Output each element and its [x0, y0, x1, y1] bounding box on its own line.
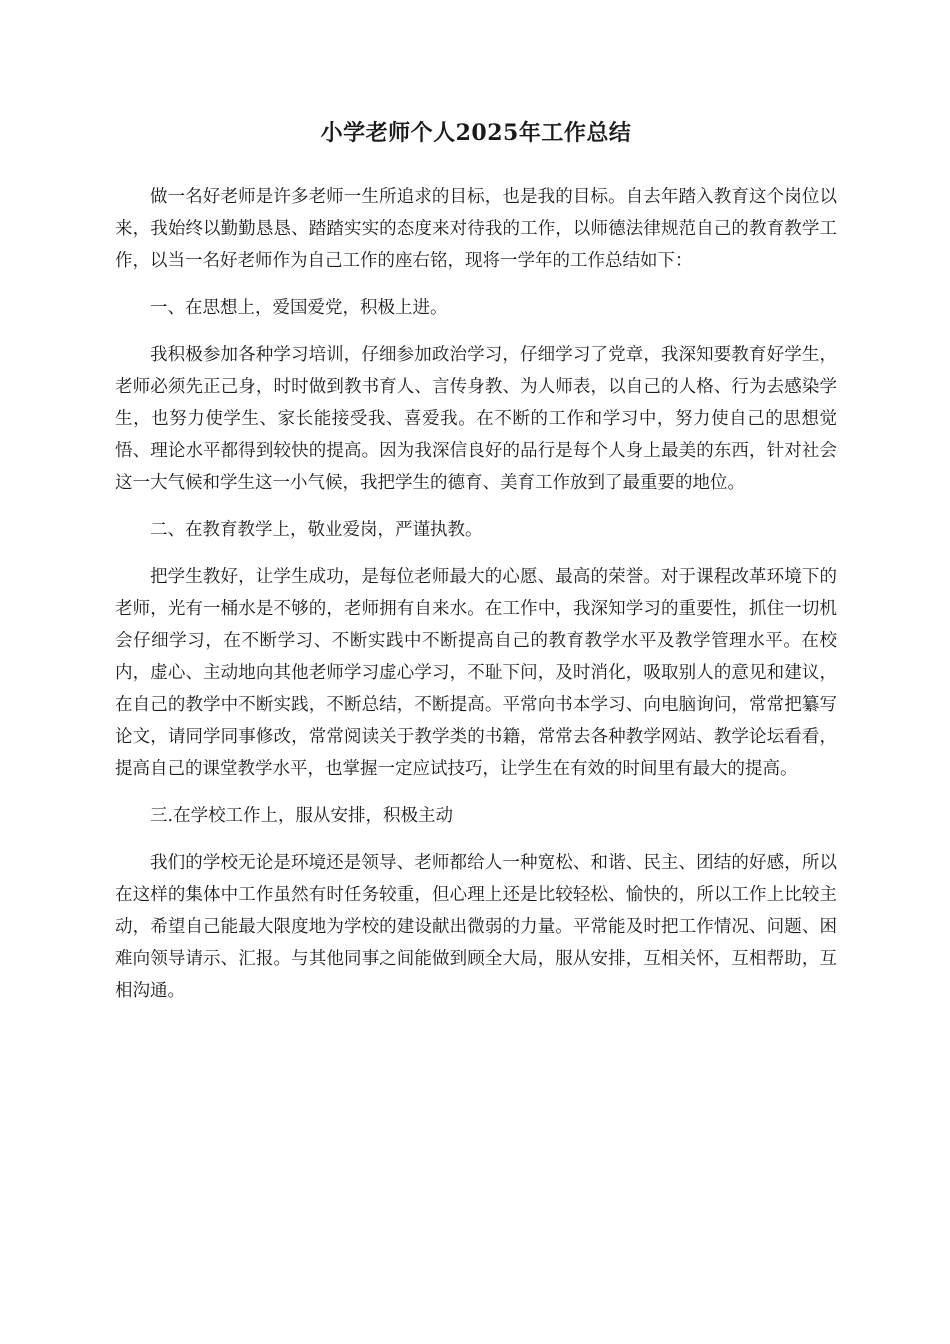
section-3-heading: 三.在学校工作上，服从安排，积极主动	[150, 806, 454, 826]
document-page	[115, 118, 837, 1022]
document-title: 小学老师个人2025年工作总结	[320, 120, 632, 146]
section-1-heading: 一、在思想上，爱国爱党，积极上进。	[150, 298, 448, 318]
section-1-body: 我积极参加各种学习培训，仔细参加政治学习，仔细学习了党章，我深知要教育好学生，老师必须先正己身，时时做到教书育人、言传身教、为人师表，以自己的人格、行为去感染学生，也努力使学生、家长能接受我、喜爱我。在不断的工作和学习中，努力使自己的思想觉悟、理论水平都得到较快的提高。因为我深信良好的品行是每个人身上最美的东西，针对社会这一大气候和学生这一小气候，我把学生的德育、美育工作放到了最重要的地位。	[115, 345, 837, 493]
section-2-body: 把学生教好，让学生成功，是每位老师最大的心愿、最高的荣誉。对于课程改革环境下的老师，光有一桶水是不够的，老师拥有自来水。在工作中，我深知学习的重要性，抓住一切机会仔细学习，在不断学习、不断实践中不断提高自己的教育教学水平及教学管理水平。在校内，虚心、主动地向其他老师学习虚心学习，不耻下问，及时消化，吸取别人的意见和建议，在自己的教学中不断实践，不断总结，不断提高。平常向书本学习、向电脑询问，常常把纂写论文，请同学同事修改，常常阅读关于教学类的书籍，常常去各种教学网站、教学论坛看看，提高自己的课堂教学水平，也掌握一定应试技巧，让学生在有效的时间里有最大的提高。	[115, 567, 837, 779]
section-2-heading: 二、在教育教学上，敬业爱岗，严谨执教。	[150, 520, 483, 540]
section-3-body: 我们的学校无论是环境还是领导、老师都给人一种宽松、和谐、民主、团结的好感，所以在这样的集体中工作虽然有时任务较重，但心理上还是比较轻松、愉快的，所以工作上比较主动，希望自己能最大限度地为学校的建设献出微弱的力量。平常能及时把工作情况、问题、困难向领导请示、汇报。与其他同事之间能做到顾全大局，服从安排，互相关怀，互相帮助，互相沟通。	[115, 853, 837, 1001]
intro-paragraph: 做一名好老师是许多老师一生所追求的目标，也是我的目标。自去年踏入教育这个岗位以来，我始终以勤勤恳恳、踏踏实实的态度来对待我的工作，以师德法律规范自己的教育教学工作，以当一名好老师作为自己工作的座右铭，现将一学年的工作总结如下：	[115, 187, 837, 271]
